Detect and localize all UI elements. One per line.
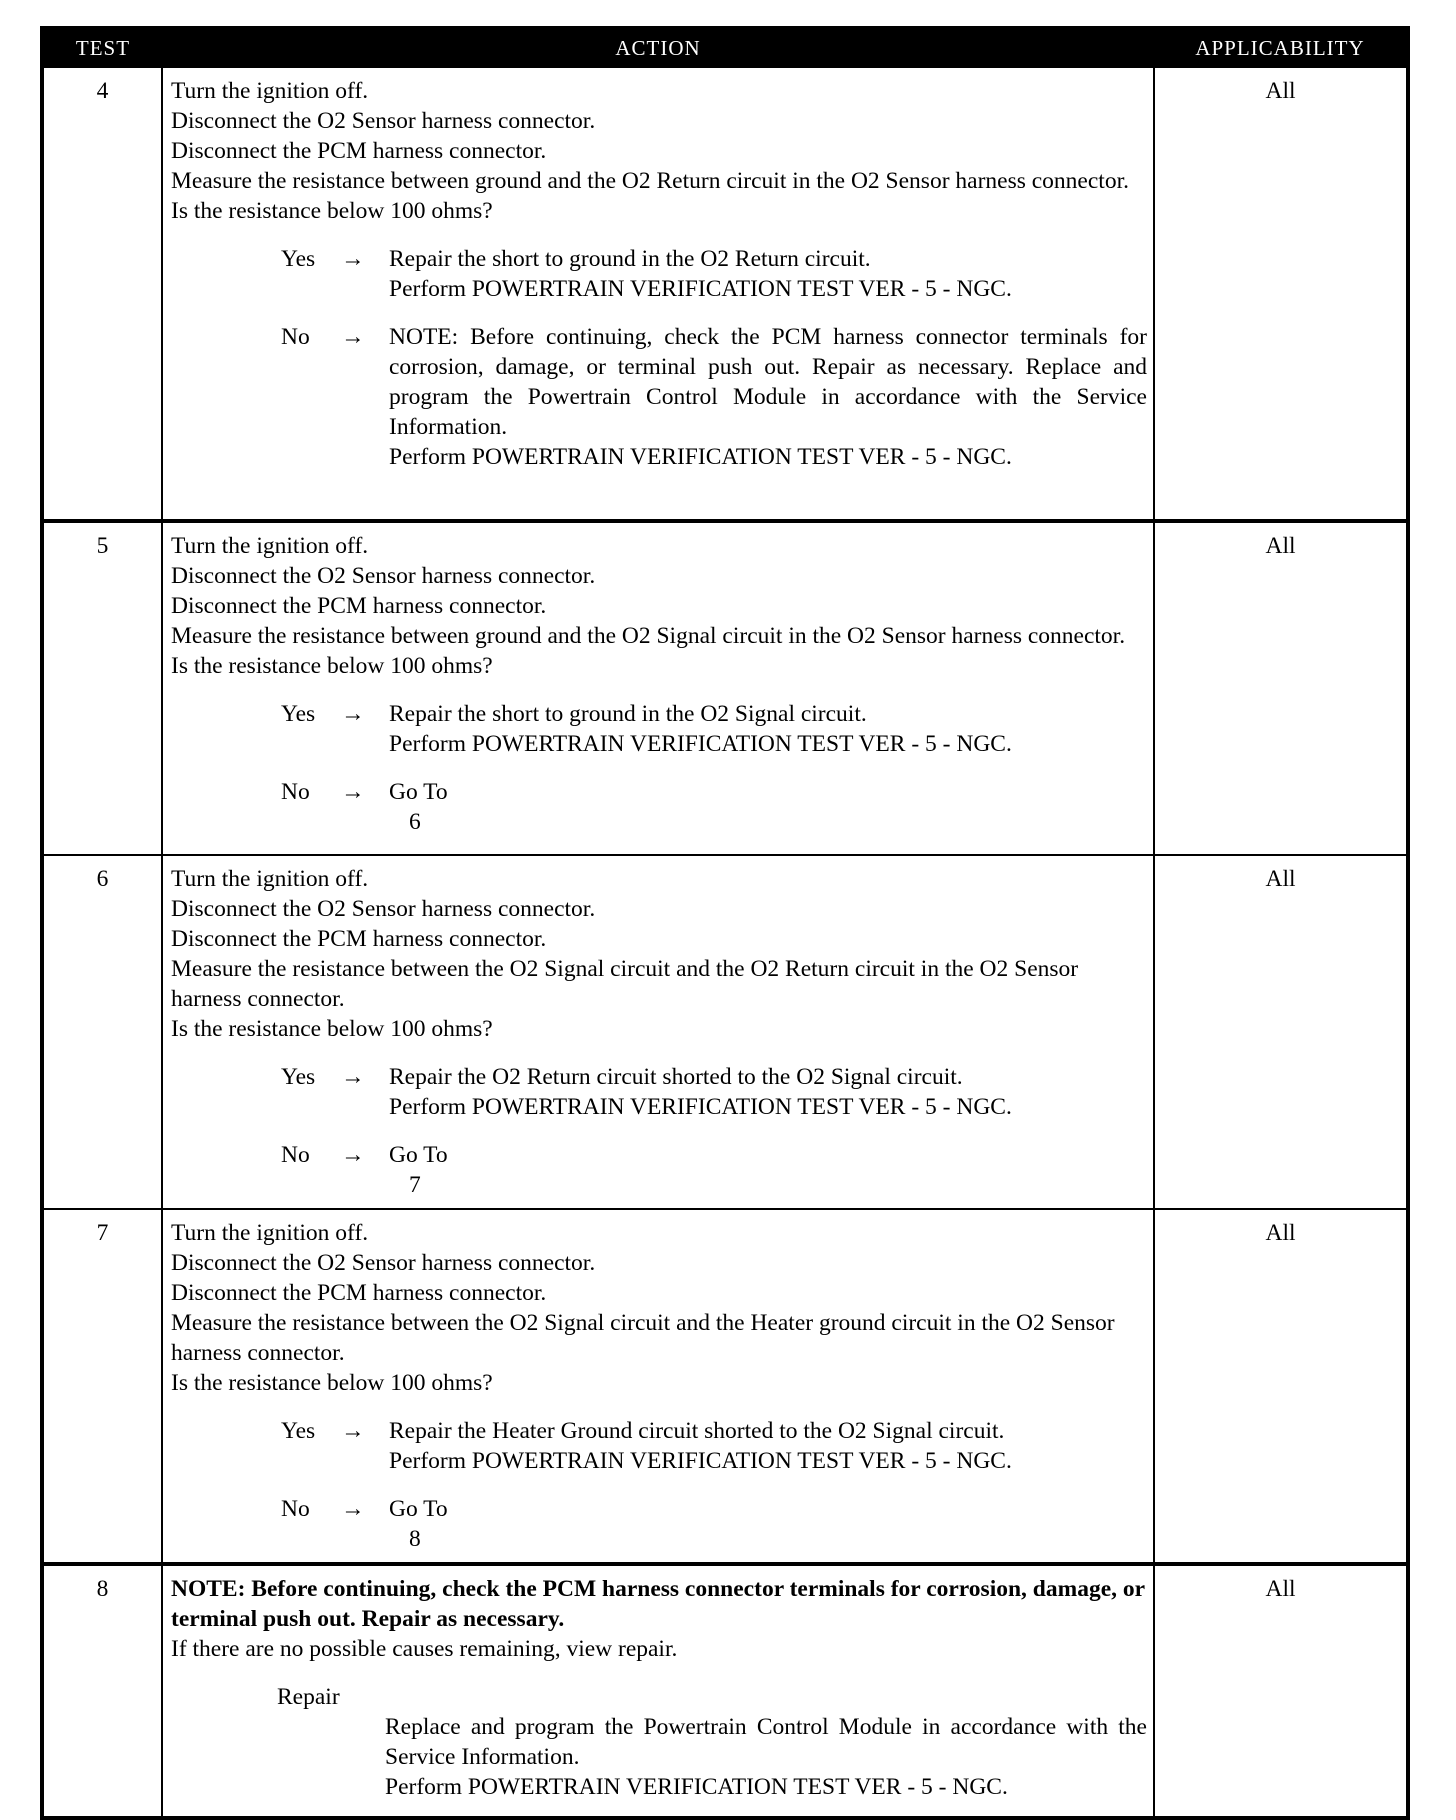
test-number: 8 <box>42 1564 162 1818</box>
right-arrow-icon: → <box>341 1496 365 1522</box>
step-text: Turn the ignition off. <box>171 78 369 104</box>
no-label: No <box>281 779 310 805</box>
step-text: Turn the ignition off. <box>171 866 369 892</box>
yes-outcome <box>171 699 1147 759</box>
action-cell <box>162 67 1154 521</box>
outcome-text: Repair the Heater Ground circuit shorted to the O2 Signal circuit. <box>389 1418 1005 1444</box>
table-header <box>42 28 1408 67</box>
applicability-value: All <box>1154 855 1408 1209</box>
action-cell <box>162 521 1154 855</box>
step-text: Measure the resistance between ground and the O2 Return circuit in the O2 Sensor harness connector. <box>171 168 1129 194</box>
outcome-text: Perform POWERTRAIN VERIFICATION TEST VER - 5 - NGC. <box>389 1448 1012 1474</box>
yes-label: Yes <box>281 1418 316 1444</box>
outcome-text: Repair the short to ground in the O2 Signal circuit. <box>389 701 867 727</box>
step-text: Disconnect the O2 Sensor harness connector. <box>171 563 596 589</box>
goto-target: 6 <box>409 809 421 835</box>
test-number: 6 <box>42 855 162 1209</box>
step-text: Disconnect the PCM harness connector. <box>171 593 547 619</box>
applicability-value: All <box>1154 67 1408 521</box>
header-action: ACTION <box>162 28 1154 67</box>
note-text: NOTE: Before continuing, check the PCM harness connector terminals for corrosion, damage, or terminal push out. Repair as necessary. <box>171 1576 1145 1632</box>
outcome-text: Repair the short to ground in the O2 Return circuit. <box>389 246 871 272</box>
repair-text <box>171 1712 1147 1802</box>
outcome-text: Repair the O2 Return circuit shorted to the O2 Signal circuit. <box>389 1064 963 1090</box>
no-outcome <box>171 1140 1147 1200</box>
step-text: Disconnect the O2 Sensor harness connector. <box>171 108 596 134</box>
applicability-value: All <box>1154 521 1408 855</box>
test-number: 5 <box>42 521 162 855</box>
repair-line: Perform POWERTRAIN VERIFICATION TEST VER - 5 - NGC. <box>385 1774 1008 1800</box>
right-arrow-icon: → <box>341 1142 365 1168</box>
action-cell <box>162 1564 1154 1818</box>
action-cell <box>162 1209 1154 1564</box>
step-text: Measure the resistance between the O2 Signal circuit and the O2 Return circuit in the O2 Sensor harness connector. <box>171 956 1079 1012</box>
outcome-text: Perform POWERTRAIN VERIFICATION TEST VER - 5 - NGC. <box>389 1094 1012 1120</box>
right-arrow-icon: → <box>341 324 365 350</box>
diagnostic-table <box>40 26 1410 1820</box>
table-row <box>42 855 1408 1209</box>
yes-label: Yes <box>281 701 316 727</box>
step-text: If there are no possible causes remaining, view repair. <box>171 1636 678 1662</box>
right-arrow-icon: → <box>341 779 365 805</box>
table-row <box>42 67 1408 521</box>
test-number: 4 <box>42 67 162 521</box>
step-text: Disconnect the O2 Sensor harness connector. <box>171 896 596 922</box>
no-outcome <box>171 322 1147 472</box>
table-row <box>42 1209 1408 1564</box>
outcome-text: Perform POWERTRAIN VERIFICATION TEST VER - 5 - NGC. <box>389 276 1012 302</box>
test-number: 7 <box>42 1209 162 1564</box>
goto-text: Go To <box>389 1496 448 1522</box>
yes-outcome <box>171 1416 1147 1476</box>
right-arrow-icon: → <box>341 1418 365 1444</box>
no-label: No <box>281 1496 310 1522</box>
goto-text: Go To <box>389 779 448 805</box>
right-arrow-icon: → <box>341 701 365 727</box>
question-text: Is the resistance below 100 ohms? <box>171 198 493 224</box>
yes-label: Yes <box>281 1064 316 1090</box>
step-text: Measure the resistance between ground and the O2 Signal circuit in the O2 Sensor harness connector. <box>171 623 1126 649</box>
table-row <box>42 521 1408 855</box>
no-outcome <box>171 777 1147 837</box>
diagnostic-page <box>40 26 1406 1820</box>
step-text: Turn the ignition off. <box>171 533 369 559</box>
header-test: TEST <box>42 28 162 67</box>
step-text: Disconnect the O2 Sensor harness connector. <box>171 1250 596 1276</box>
outcome-text: Perform POWERTRAIN VERIFICATION TEST VER - 5 - NGC. <box>389 444 1012 470</box>
step-text: Disconnect the PCM harness connector. <box>171 138 547 164</box>
no-label: No <box>281 1142 310 1168</box>
repair-label: Repair <box>277 1684 340 1710</box>
right-arrow-icon: → <box>341 1064 365 1090</box>
outcome-text: NOTE: Before continuing, check the PCM harness connector terminals for corrosion, damage, or terminal push out. Repair as necessary. Replace and program the Powertrain Control Module in accordance with the Service Information. <box>389 324 1147 440</box>
applicability-value: All <box>1154 1209 1408 1564</box>
outcome-text: Perform POWERTRAIN VERIFICATION TEST VER - 5 - NGC. <box>389 731 1012 757</box>
right-arrow-icon: → <box>341 246 365 272</box>
no-label: No <box>281 324 310 350</box>
no-outcome <box>171 1494 1147 1554</box>
applicability-value: All <box>1154 1564 1408 1818</box>
step-text: Disconnect the PCM harness connector. <box>171 1280 547 1306</box>
goto-target: 8 <box>409 1526 421 1552</box>
repair-line: Replace and program the Powertrain Control Module in accordance with the Service Information. <box>385 1714 1147 1770</box>
yes-outcome <box>171 244 1147 304</box>
question-text: Is the resistance below 100 ohms? <box>171 1016 493 1042</box>
table-row <box>42 1564 1408 1818</box>
header-applicability: APPLICABILITY <box>1154 28 1408 67</box>
goto-text: Go To <box>389 1142 448 1168</box>
yes-outcome <box>171 1062 1147 1122</box>
question-text: Is the resistance below 100 ohms? <box>171 1370 493 1396</box>
goto-target: 7 <box>409 1172 421 1198</box>
step-text: Measure the resistance between the O2 Signal circuit and the Heater ground circuit in the O2 Sensor harness connector. <box>171 1310 1115 1366</box>
step-text: Disconnect the PCM harness connector. <box>171 926 547 952</box>
action-cell <box>162 855 1154 1209</box>
step-text: Turn the ignition off. <box>171 1220 369 1246</box>
yes-label: Yes <box>281 246 316 272</box>
question-text: Is the resistance below 100 ohms? <box>171 653 493 679</box>
